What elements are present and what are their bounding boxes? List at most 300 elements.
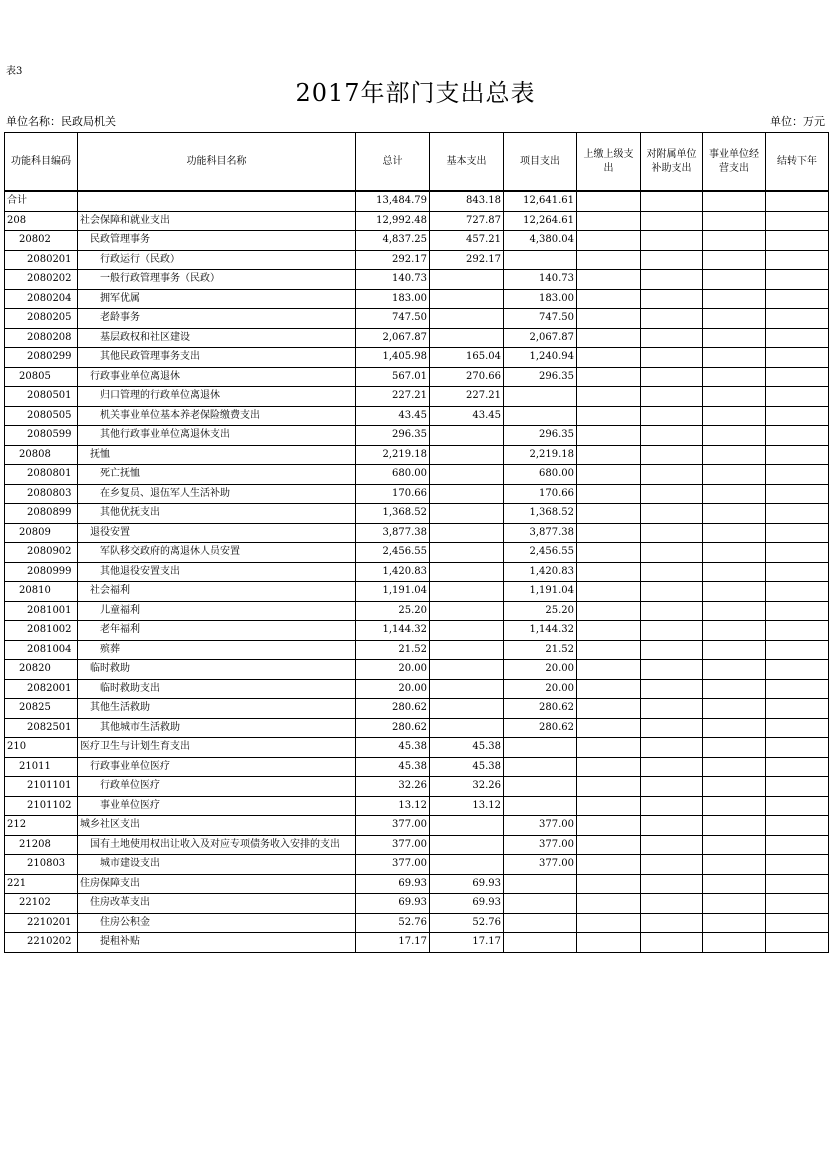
row-name-cell: 行政事业单位离退休 bbox=[78, 367, 356, 387]
row-business-operation-cell bbox=[703, 211, 766, 231]
row-remit-superior-cell bbox=[577, 601, 641, 621]
row-total-cell: 69.93 bbox=[356, 894, 430, 914]
row-project-cell bbox=[504, 406, 577, 426]
row-code-cell: 2082001 bbox=[5, 679, 78, 699]
row-remit-superior-cell bbox=[577, 660, 641, 680]
row-project-cell: 12,641.61 bbox=[504, 191, 577, 211]
row-remit-superior-cell bbox=[577, 367, 641, 387]
row-basic-cell bbox=[430, 543, 504, 563]
row-name-cell: 民政管理事务 bbox=[78, 231, 356, 251]
col-header-code: 功能科目编码 bbox=[5, 133, 78, 192]
row-remit-superior-cell bbox=[577, 835, 641, 855]
row-business-operation-cell bbox=[703, 406, 766, 426]
row-code-cell: 2081002 bbox=[5, 621, 78, 641]
row-project-cell bbox=[504, 250, 577, 270]
row-subsidy-affiliates-cell bbox=[641, 874, 703, 894]
row-project-cell: 170.66 bbox=[504, 484, 577, 504]
row-carryover-cell bbox=[766, 933, 829, 953]
row-carryover-cell bbox=[766, 367, 829, 387]
row-subsidy-affiliates-cell bbox=[641, 777, 703, 797]
row-total-cell: 377.00 bbox=[356, 855, 430, 875]
row-name-cell: 其他民政管理事务支出 bbox=[78, 348, 356, 368]
row-project-cell: 280.62 bbox=[504, 718, 577, 738]
row-total-cell: 17.17 bbox=[356, 933, 430, 953]
row-basic-cell: 13.12 bbox=[430, 796, 504, 816]
table-row bbox=[5, 933, 829, 953]
row-remit-superior-cell bbox=[577, 309, 641, 329]
row-basic-cell: 270.66 bbox=[430, 367, 504, 387]
row-project-cell: 4,380.04 bbox=[504, 231, 577, 251]
row-carryover-cell bbox=[766, 601, 829, 621]
row-remit-superior-cell bbox=[577, 894, 641, 914]
row-carryover-cell bbox=[766, 231, 829, 251]
row-name-cell: 住房改革支出 bbox=[78, 894, 356, 914]
row-carryover-cell bbox=[766, 426, 829, 446]
row-total-cell: 45.38 bbox=[356, 738, 430, 758]
row-carryover-cell bbox=[766, 738, 829, 758]
row-code-cell: 20809 bbox=[5, 523, 78, 543]
row-name-cell: 老年福利 bbox=[78, 621, 356, 641]
row-basic-cell bbox=[430, 562, 504, 582]
row-code-cell: 2080204 bbox=[5, 289, 78, 309]
row-carryover-cell bbox=[766, 718, 829, 738]
row-carryover-cell bbox=[766, 874, 829, 894]
row-code-cell: 2082501 bbox=[5, 718, 78, 738]
row-remit-superior-cell bbox=[577, 445, 641, 465]
row-carryover-cell bbox=[766, 621, 829, 641]
row-carryover-cell bbox=[766, 543, 829, 563]
row-remit-superior-cell bbox=[577, 582, 641, 602]
row-business-operation-cell bbox=[703, 894, 766, 914]
row-remit-superior-cell bbox=[577, 191, 641, 211]
row-business-operation-cell bbox=[703, 874, 766, 894]
col-header-remit-superior: 上缴上级支出 bbox=[577, 133, 641, 192]
row-business-operation-cell bbox=[703, 270, 766, 290]
row-total-cell: 140.73 bbox=[356, 270, 430, 290]
row-name-cell: 死亡抚恤 bbox=[78, 465, 356, 485]
row-carryover-cell bbox=[766, 894, 829, 914]
row-subsidy-affiliates-cell bbox=[641, 562, 703, 582]
row-name-cell: 退役安置 bbox=[78, 523, 356, 543]
row-carryover-cell bbox=[766, 484, 829, 504]
row-business-operation-cell bbox=[703, 562, 766, 582]
row-subsidy-affiliates-cell bbox=[641, 835, 703, 855]
row-total-cell: 170.66 bbox=[356, 484, 430, 504]
row-remit-superior-cell bbox=[577, 874, 641, 894]
row-total-cell: 43.45 bbox=[356, 406, 430, 426]
row-project-cell: 20.00 bbox=[504, 679, 577, 699]
row-remit-superior-cell bbox=[577, 504, 641, 524]
table-row bbox=[5, 913, 829, 933]
row-subsidy-affiliates-cell bbox=[641, 699, 703, 719]
row-carryover-cell bbox=[766, 913, 829, 933]
row-business-operation-cell bbox=[703, 699, 766, 719]
row-subsidy-affiliates-cell bbox=[641, 406, 703, 426]
total-row bbox=[5, 191, 829, 211]
row-subsidy-affiliates-cell bbox=[641, 894, 703, 914]
table-row bbox=[5, 874, 829, 894]
row-project-cell: 2,219.18 bbox=[504, 445, 577, 465]
row-project-cell bbox=[504, 874, 577, 894]
table-row bbox=[5, 445, 829, 465]
row-total-cell: 292.17 bbox=[356, 250, 430, 270]
unit-name: 单位名称：民政局机关 bbox=[6, 115, 116, 128]
row-code-cell: 210 bbox=[5, 738, 78, 758]
row-code-cell: 2101101 bbox=[5, 777, 78, 797]
row-subsidy-affiliates-cell bbox=[641, 231, 703, 251]
row-remit-superior-cell bbox=[577, 562, 641, 582]
row-code-cell: 2080999 bbox=[5, 562, 78, 582]
row-business-operation-cell bbox=[703, 231, 766, 251]
row-basic-cell bbox=[430, 289, 504, 309]
table-row bbox=[5, 504, 829, 524]
row-business-operation-cell bbox=[703, 621, 766, 641]
row-subsidy-affiliates-cell bbox=[641, 504, 703, 524]
row-basic-cell: 457.21 bbox=[430, 231, 504, 251]
row-code-cell: 2080201 bbox=[5, 250, 78, 270]
row-total-cell: 1,191.04 bbox=[356, 582, 430, 602]
row-basic-cell: 727.87 bbox=[430, 211, 504, 231]
table-row bbox=[5, 777, 829, 797]
row-business-operation-cell bbox=[703, 387, 766, 407]
row-basic-cell bbox=[430, 523, 504, 543]
row-subsidy-affiliates-cell bbox=[641, 191, 703, 211]
row-basic-cell bbox=[430, 679, 504, 699]
page-title: 2017年部门支出总表 bbox=[295, 79, 536, 107]
row-project-cell bbox=[504, 387, 577, 407]
row-remit-superior-cell bbox=[577, 757, 641, 777]
row-carryover-cell bbox=[766, 465, 829, 485]
row-project-cell: 1,191.04 bbox=[504, 582, 577, 602]
row-carryover-cell bbox=[766, 855, 829, 875]
row-subsidy-affiliates-cell bbox=[641, 738, 703, 758]
row-business-operation-cell bbox=[703, 445, 766, 465]
row-subsidy-affiliates-cell bbox=[641, 855, 703, 875]
col-header-name: 功能科目名称 bbox=[78, 133, 356, 192]
row-code-cell: 合计 bbox=[5, 191, 78, 211]
table-body bbox=[5, 191, 829, 952]
row-code-cell: 20820 bbox=[5, 660, 78, 680]
row-name-cell: 殡葬 bbox=[78, 640, 356, 660]
row-subsidy-affiliates-cell bbox=[641, 601, 703, 621]
row-basic-cell bbox=[430, 640, 504, 660]
row-code-cell: 2080202 bbox=[5, 270, 78, 290]
table-row bbox=[5, 328, 829, 348]
row-name-cell: 行政事业单位医疗 bbox=[78, 757, 356, 777]
row-basic-cell bbox=[430, 270, 504, 290]
row-subsidy-affiliates-cell bbox=[641, 543, 703, 563]
row-business-operation-cell bbox=[703, 348, 766, 368]
table-row bbox=[5, 426, 829, 446]
table-row bbox=[5, 621, 829, 641]
row-carryover-cell bbox=[766, 582, 829, 602]
row-total-cell: 12,992.48 bbox=[356, 211, 430, 231]
table-row bbox=[5, 816, 829, 836]
row-carryover-cell bbox=[766, 328, 829, 348]
row-business-operation-cell bbox=[703, 426, 766, 446]
col-header-total: 总计 bbox=[356, 133, 430, 192]
row-remit-superior-cell bbox=[577, 679, 641, 699]
row-total-cell: 4,837.25 bbox=[356, 231, 430, 251]
sheet-label: 表3 bbox=[6, 66, 23, 77]
row-business-operation-cell bbox=[703, 309, 766, 329]
row-total-cell: 1,420.83 bbox=[356, 562, 430, 582]
row-carryover-cell bbox=[766, 777, 829, 797]
row-total-cell: 280.62 bbox=[356, 699, 430, 719]
row-name-cell: 拥军优属 bbox=[78, 289, 356, 309]
row-basic-cell bbox=[430, 582, 504, 602]
table-row bbox=[5, 601, 829, 621]
row-subsidy-affiliates-cell bbox=[641, 660, 703, 680]
row-basic-cell: 32.26 bbox=[430, 777, 504, 797]
row-project-cell: 377.00 bbox=[504, 855, 577, 875]
row-project-cell: 1,368.52 bbox=[504, 504, 577, 524]
row-subsidy-affiliates-cell bbox=[641, 621, 703, 641]
row-carryover-cell bbox=[766, 835, 829, 855]
row-remit-superior-cell bbox=[577, 738, 641, 758]
row-carryover-cell bbox=[766, 191, 829, 211]
row-remit-superior-cell bbox=[577, 777, 641, 797]
row-business-operation-cell bbox=[703, 738, 766, 758]
row-subsidy-affiliates-cell bbox=[641, 328, 703, 348]
row-code-cell: 2080902 bbox=[5, 543, 78, 563]
row-project-cell bbox=[504, 796, 577, 816]
row-subsidy-affiliates-cell bbox=[641, 933, 703, 953]
row-subsidy-affiliates-cell bbox=[641, 718, 703, 738]
row-basic-cell bbox=[430, 504, 504, 524]
row-subsidy-affiliates-cell bbox=[641, 816, 703, 836]
row-project-cell: 12,264.61 bbox=[504, 211, 577, 231]
row-subsidy-affiliates-cell bbox=[641, 250, 703, 270]
row-basic-cell bbox=[430, 601, 504, 621]
row-project-cell: 183.00 bbox=[504, 289, 577, 309]
table-row bbox=[5, 796, 829, 816]
row-remit-superior-cell bbox=[577, 465, 641, 485]
row-total-cell: 20.00 bbox=[356, 660, 430, 680]
table-row bbox=[5, 757, 829, 777]
row-subsidy-affiliates-cell bbox=[641, 309, 703, 329]
row-basic-cell bbox=[430, 816, 504, 836]
table-row bbox=[5, 679, 829, 699]
row-basic-cell bbox=[430, 660, 504, 680]
row-name-cell: 其他退役安置支出 bbox=[78, 562, 356, 582]
row-total-cell: 2,456.55 bbox=[356, 543, 430, 563]
row-code-cell: 2081004 bbox=[5, 640, 78, 660]
row-name-cell: 其他行政事业单位离退休支出 bbox=[78, 426, 356, 446]
row-name-cell: 儿童福利 bbox=[78, 601, 356, 621]
row-remit-superior-cell bbox=[577, 231, 641, 251]
row-remit-superior-cell bbox=[577, 426, 641, 446]
row-project-cell: 296.35 bbox=[504, 367, 577, 387]
row-business-operation-cell bbox=[703, 504, 766, 524]
row-business-operation-cell bbox=[703, 718, 766, 738]
row-subsidy-affiliates-cell bbox=[641, 465, 703, 485]
row-total-cell: 13,484.79 bbox=[356, 191, 430, 211]
row-remit-superior-cell bbox=[577, 270, 641, 290]
row-remit-superior-cell bbox=[577, 913, 641, 933]
row-project-cell bbox=[504, 894, 577, 914]
row-basic-cell bbox=[430, 426, 504, 446]
unit-label: 单位：万元 bbox=[770, 115, 825, 128]
table-row bbox=[5, 250, 829, 270]
table-row bbox=[5, 640, 829, 660]
row-project-cell: 1,144.32 bbox=[504, 621, 577, 641]
row-project-cell: 1,240.94 bbox=[504, 348, 577, 368]
row-code-cell: 20808 bbox=[5, 445, 78, 465]
row-subsidy-affiliates-cell bbox=[641, 445, 703, 465]
row-remit-superior-cell bbox=[577, 640, 641, 660]
row-total-cell: 680.00 bbox=[356, 465, 430, 485]
row-name-cell bbox=[78, 191, 356, 211]
table-row bbox=[5, 270, 829, 290]
row-carryover-cell bbox=[766, 504, 829, 524]
row-subsidy-affiliates-cell bbox=[641, 387, 703, 407]
row-name-cell: 其他城市生活救助 bbox=[78, 718, 356, 738]
row-remit-superior-cell bbox=[577, 816, 641, 836]
row-project-cell: 25.20 bbox=[504, 601, 577, 621]
row-business-operation-cell bbox=[703, 933, 766, 953]
row-business-operation-cell bbox=[703, 523, 766, 543]
row-code-cell: 2080501 bbox=[5, 387, 78, 407]
row-remit-superior-cell bbox=[577, 250, 641, 270]
row-basic-cell bbox=[430, 835, 504, 855]
row-project-cell: 3,877.38 bbox=[504, 523, 577, 543]
row-code-cell: 221 bbox=[5, 874, 78, 894]
row-name-cell: 住房保障支出 bbox=[78, 874, 356, 894]
row-subsidy-affiliates-cell bbox=[641, 289, 703, 309]
row-total-cell: 52.76 bbox=[356, 913, 430, 933]
table-row bbox=[5, 523, 829, 543]
row-subsidy-affiliates-cell bbox=[641, 270, 703, 290]
row-basic-cell: 43.45 bbox=[430, 406, 504, 426]
row-project-cell: 747.50 bbox=[504, 309, 577, 329]
row-remit-superior-cell bbox=[577, 523, 641, 543]
row-carryover-cell bbox=[766, 406, 829, 426]
table-row bbox=[5, 309, 829, 329]
row-subsidy-affiliates-cell bbox=[641, 640, 703, 660]
row-carryover-cell bbox=[766, 640, 829, 660]
row-business-operation-cell bbox=[703, 250, 766, 270]
row-total-cell: 13.12 bbox=[356, 796, 430, 816]
row-name-cell: 军队移交政府的离退休人员安置 bbox=[78, 543, 356, 563]
row-remit-superior-cell bbox=[577, 484, 641, 504]
row-business-operation-cell bbox=[703, 367, 766, 387]
table-row bbox=[5, 406, 829, 426]
table-header-row bbox=[5, 133, 829, 192]
row-carryover-cell bbox=[766, 250, 829, 270]
row-code-cell: 20805 bbox=[5, 367, 78, 387]
row-name-cell: 城乡社区支出 bbox=[78, 816, 356, 836]
row-total-cell: 3,877.38 bbox=[356, 523, 430, 543]
row-business-operation-cell bbox=[703, 582, 766, 602]
row-project-cell bbox=[504, 757, 577, 777]
row-subsidy-affiliates-cell bbox=[641, 211, 703, 231]
table-row bbox=[5, 211, 829, 231]
row-project-cell: 1,420.83 bbox=[504, 562, 577, 582]
row-code-cell: 20810 bbox=[5, 582, 78, 602]
row-project-cell: 140.73 bbox=[504, 270, 577, 290]
row-total-cell: 2,067.87 bbox=[356, 328, 430, 348]
row-code-cell: 21208 bbox=[5, 835, 78, 855]
row-basic-cell: 165.04 bbox=[430, 348, 504, 368]
row-name-cell: 医疗卫生与计划生育支出 bbox=[78, 738, 356, 758]
row-remit-superior-cell bbox=[577, 855, 641, 875]
row-carryover-cell bbox=[766, 679, 829, 699]
row-code-cell: 20802 bbox=[5, 231, 78, 251]
row-name-cell: 机关事业单位基本养老保险缴费支出 bbox=[78, 406, 356, 426]
row-name-cell: 国有土地使用权出让收入及对应专项债务收入安排的支出 bbox=[78, 835, 356, 855]
row-basic-cell bbox=[430, 309, 504, 329]
row-remit-superior-cell bbox=[577, 348, 641, 368]
row-basic-cell: 17.17 bbox=[430, 933, 504, 953]
row-carryover-cell bbox=[766, 816, 829, 836]
table-row bbox=[5, 582, 829, 602]
row-business-operation-cell bbox=[703, 913, 766, 933]
row-project-cell: 680.00 bbox=[504, 465, 577, 485]
row-name-cell: 老龄事务 bbox=[78, 309, 356, 329]
row-total-cell: 45.38 bbox=[356, 757, 430, 777]
row-total-cell: 1,368.52 bbox=[356, 504, 430, 524]
row-name-cell: 事业单位医疗 bbox=[78, 796, 356, 816]
row-remit-superior-cell bbox=[577, 699, 641, 719]
row-code-cell: 2210201 bbox=[5, 913, 78, 933]
row-basic-cell: 69.93 bbox=[430, 874, 504, 894]
row-subsidy-affiliates-cell bbox=[641, 757, 703, 777]
row-subsidy-affiliates-cell bbox=[641, 348, 703, 368]
row-project-cell: 377.00 bbox=[504, 816, 577, 836]
row-name-cell: 基层政权和社区建设 bbox=[78, 328, 356, 348]
row-subsidy-affiliates-cell bbox=[641, 523, 703, 543]
table-row bbox=[5, 231, 829, 251]
row-carryover-cell bbox=[766, 309, 829, 329]
row-code-cell: 2080599 bbox=[5, 426, 78, 446]
row-total-cell: 377.00 bbox=[356, 816, 430, 836]
row-code-cell: 20825 bbox=[5, 699, 78, 719]
row-remit-superior-cell bbox=[577, 328, 641, 348]
row-remit-superior-cell bbox=[577, 211, 641, 231]
row-basic-cell: 45.38 bbox=[430, 757, 504, 777]
row-total-cell: 296.35 bbox=[356, 426, 430, 446]
row-project-cell: 377.00 bbox=[504, 835, 577, 855]
row-basic-cell: 227.21 bbox=[430, 387, 504, 407]
row-subsidy-affiliates-cell bbox=[641, 582, 703, 602]
row-total-cell: 25.20 bbox=[356, 601, 430, 621]
table-row bbox=[5, 738, 829, 758]
row-name-cell: 一般行政管理事务（民政） bbox=[78, 270, 356, 290]
table-row bbox=[5, 835, 829, 855]
table-row bbox=[5, 855, 829, 875]
row-project-cell: 20.00 bbox=[504, 660, 577, 680]
row-code-cell: 2080208 bbox=[5, 328, 78, 348]
row-name-cell: 提租补贴 bbox=[78, 933, 356, 953]
row-code-cell: 2080505 bbox=[5, 406, 78, 426]
row-carryover-cell bbox=[766, 699, 829, 719]
row-business-operation-cell bbox=[703, 679, 766, 699]
col-header-carryover: 结转下年 bbox=[766, 133, 829, 192]
row-total-cell: 1,144.32 bbox=[356, 621, 430, 641]
row-carryover-cell bbox=[766, 211, 829, 231]
row-carryover-cell bbox=[766, 445, 829, 465]
col-header-project: 项目支出 bbox=[504, 133, 577, 192]
row-subsidy-affiliates-cell bbox=[641, 426, 703, 446]
row-total-cell: 21.52 bbox=[356, 640, 430, 660]
row-total-cell: 567.01 bbox=[356, 367, 430, 387]
row-total-cell: 2,219.18 bbox=[356, 445, 430, 465]
row-name-cell: 临时救助支出 bbox=[78, 679, 356, 699]
row-name-cell: 其他优抚支出 bbox=[78, 504, 356, 524]
row-basic-cell bbox=[430, 445, 504, 465]
table-row bbox=[5, 562, 829, 582]
